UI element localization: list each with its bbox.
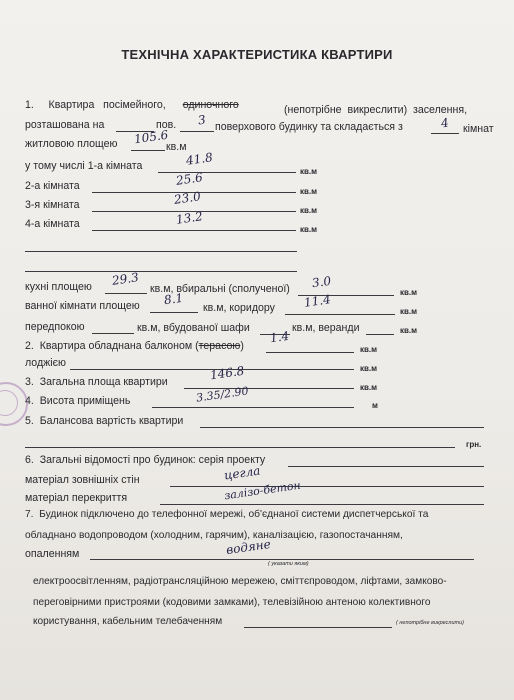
corridor-unit: кв.м — [400, 307, 418, 316]
restroom-unit: кв.м — [400, 288, 418, 297]
room1-value: 41.8 — [185, 150, 214, 168]
balance-line-2 — [25, 447, 455, 448]
floors-line — [180, 131, 214, 132]
room3-unit: кв.м — [300, 206, 318, 215]
blank-line-2 — [25, 271, 297, 272]
room1-unit: кв.м — [300, 167, 318, 176]
veranda-unit: кв.м — [400, 326, 418, 335]
floor-material-line — [160, 504, 484, 505]
room2-unit: кв.м — [300, 187, 318, 196]
p7-line4: електроосвітленням, радіотрансляційною мережею, сміттєпроводом, ліфтами, замково- — [33, 576, 447, 587]
hall-line — [92, 333, 134, 334]
loggia-unit: кв.м — [360, 364, 378, 373]
p2-line — [25, 340, 244, 352]
p1-line1 — [25, 99, 239, 111]
room3-label: 3-я кімната — [25, 199, 80, 211]
blank-line-1 — [25, 251, 297, 252]
wardrobe-label: кв.м, вбудованої шафи — [137, 322, 250, 334]
balcony-unit: кв.м — [360, 345, 378, 354]
kitchen-line — [105, 293, 147, 294]
walls-label: матеріал зовнішніх стін — [25, 474, 140, 486]
corridor-line — [285, 314, 395, 315]
room4-label: 4-а кімната — [25, 218, 80, 230]
cable-tv-line — [244, 627, 392, 628]
living-area-label: житловою площею — [25, 138, 118, 150]
building-info-label: 6. Загальні відомості про будинок: серія проекту — [25, 454, 266, 466]
bathroom-label: ванної кімнати площею — [25, 300, 140, 312]
heating-label: опаленням — [25, 548, 80, 560]
floors-value: 3 — [197, 112, 207, 128]
balcony-close-paren: ) — [240, 340, 244, 352]
located-on-label: розташована на — [25, 119, 105, 131]
rooms-count-value: 4 — [440, 115, 450, 131]
kitchen-label: кухні площею — [25, 281, 92, 293]
p1-line2-mid: поверхового будинку та складається з — [215, 121, 403, 133]
balcony-value: 1.4 — [269, 328, 290, 346]
veranda-line — [366, 334, 394, 335]
floor-material-label: матеріал перекриття — [25, 492, 128, 504]
height-value: 3.35/2.90 — [195, 384, 250, 405]
corridor-value: 11.4 — [303, 292, 332, 310]
room4-line — [92, 230, 296, 231]
rooms-word: кімнат — [463, 123, 494, 135]
total-area-unit: кв.м — [360, 383, 378, 392]
loggia-label: лоджією — [25, 357, 66, 369]
struck-option-terrace: терасою — [198, 340, 241, 352]
p7-line1: 7. Будинок підключено до телефонної мережі, об'єднаної системи диспетчерської та — [25, 509, 429, 520]
currency-unit: грн. — [466, 440, 482, 449]
restroom-label: кв.м, вбиральні (сполученої) — [150, 283, 290, 295]
hall-label: передпокою — [25, 321, 85, 333]
total-area-label: 3. Загальна площа квартири — [25, 376, 168, 388]
living-area-value: 105.6 — [133, 127, 170, 147]
series-line — [288, 466, 484, 467]
veranda-label: кв.м, веранди — [292, 322, 360, 334]
living-area-unit: кв.м — [166, 141, 187, 153]
room3-value: 23.0 — [173, 189, 202, 207]
room1-label: у тому числі 1-а кімната — [25, 160, 143, 172]
height-unit: м — [372, 401, 378, 410]
living-area-line — [131, 150, 165, 151]
height-label: 4. Висота приміщень — [25, 395, 131, 407]
p1-line1-end: (непотрібне викреслити) заселення, — [284, 104, 468, 116]
corridor-label: кв.м, коридору — [203, 302, 275, 314]
heating-value: водяне — [225, 536, 272, 558]
floor-abbr: пов. — [156, 119, 177, 131]
document-title: ТЕХНІЧНА ХАРАКТЕРИСТИКА КВАРТИРИ — [121, 47, 393, 62]
p7-line2: обладнано водопроводом (холодним, гарячим), каналізацією, газопостачанням, — [25, 530, 403, 541]
height-line — [152, 407, 354, 408]
balance-value-label: 5. Балансова вартість квартири — [25, 415, 184, 427]
room4-unit: кв.м — [300, 225, 318, 234]
struck-option-single: одиночного — [182, 99, 239, 111]
p1-line1-start: 1. Квартира посімейного, — [25, 99, 166, 111]
walls-line — [170, 486, 484, 487]
rooms-line — [431, 133, 459, 134]
strike-hint: ( непотрібне викреслити) — [396, 620, 465, 626]
kitchen-value: 29.3 — [111, 270, 140, 288]
balcony-line — [266, 352, 354, 353]
total-area-value: 146.8 — [209, 363, 246, 383]
room4-value: 13.2 — [175, 209, 204, 227]
restroom-value: 3.0 — [311, 273, 332, 291]
room2-label: 2-а кімната — [25, 180, 80, 192]
floor-material-value: залізо-бетон — [223, 478, 302, 503]
bathroom-value: 8.1 — [163, 290, 184, 308]
p7-line6: користування, кабельним телебаченням — [33, 616, 223, 627]
room2-value: 25.6 — [175, 170, 204, 188]
balcony-label: 2. Квартира обладнана балконом ( — [25, 340, 199, 352]
walls-value: цегла — [223, 463, 262, 483]
bathroom-line — [150, 312, 198, 313]
p7-line5: переговірними пристроями (кодовими замками), телевізійною антеною колективного — [33, 597, 431, 608]
stamp-mark — [0, 382, 28, 426]
heating-hint: ( указати яким) — [268, 561, 309, 567]
balance-line-1 — [200, 427, 484, 428]
heating-line — [90, 559, 474, 560]
